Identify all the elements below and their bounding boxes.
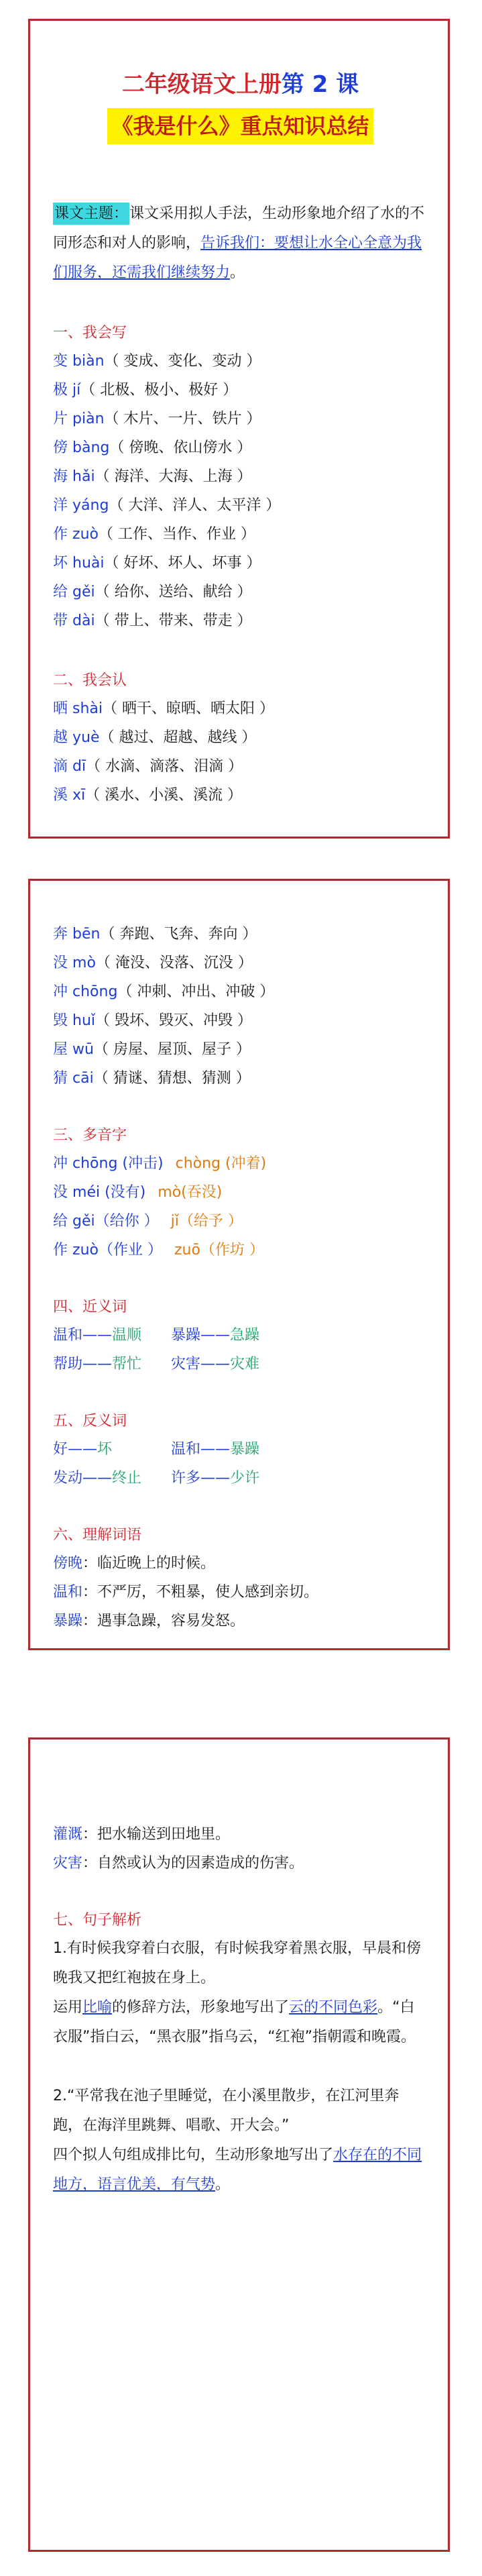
word-group: （ 工作、当作、作业 ） bbox=[98, 526, 255, 543]
list-item bbox=[53, 1236, 428, 1265]
polyphonic-list bbox=[53, 1149, 428, 1265]
dash: —— bbox=[82, 1356, 113, 1373]
reading-2: jǐ（给予 ） bbox=[170, 1213, 243, 1230]
word: 温和 bbox=[171, 1441, 201, 1458]
dash: —— bbox=[200, 1327, 231, 1344]
page-title: 二年级语文上册第 2 课 bbox=[121, 71, 359, 98]
pinyin: shài bbox=[72, 700, 103, 717]
list-item bbox=[53, 723, 428, 752]
character: 溪 bbox=[53, 787, 68, 804]
pinyin: dài bbox=[72, 612, 95, 629]
character: 滴 bbox=[53, 758, 68, 775]
pair-left bbox=[53, 1321, 171, 1350]
character: 晒 bbox=[53, 700, 68, 717]
list-item bbox=[53, 1464, 428, 1493]
character: 奔 bbox=[53, 926, 68, 943]
word-group: （ 傍晚、依山傍水 ） bbox=[109, 439, 252, 456]
character: 给 bbox=[53, 1213, 68, 1230]
card-1 bbox=[28, 19, 450, 839]
list-item bbox=[53, 977, 428, 1006]
pinyin: zuò bbox=[72, 526, 99, 543]
definition-list bbox=[53, 1820, 428, 1878]
section-polyphonic bbox=[53, 1122, 428, 1265]
list-item bbox=[53, 1820, 428, 1849]
word-group: （ 变成、变化、变动 ） bbox=[104, 353, 261, 370]
word: 发动 bbox=[53, 1470, 83, 1487]
word-group: （ 溪水、小溪、溪流 ） bbox=[85, 787, 243, 804]
pair-left bbox=[53, 1464, 171, 1493]
reading-1: chōng (冲击) bbox=[72, 1155, 164, 1172]
section-sentences bbox=[53, 1907, 428, 2200]
word: 许多 bbox=[171, 1470, 201, 1487]
list-item bbox=[53, 1350, 428, 1379]
intro-paragraph: 课文主题：课文采用拟人手法，生动形象地介绍了水的不同形态和对人的影响，告诉我们：要想让水全心全意为我们服务，还需我们继续努力。 bbox=[53, 199, 428, 288]
word-list bbox=[53, 694, 428, 810]
list-item bbox=[53, 578, 428, 606]
definition: ：临近晚上的时候。 bbox=[82, 1555, 216, 1572]
synonym-list bbox=[53, 1321, 428, 1379]
word: 帮忙 bbox=[112, 1356, 142, 1373]
reading-1: méi (没有) bbox=[72, 1184, 146, 1201]
character: 变 bbox=[53, 353, 68, 370]
pair-left bbox=[53, 1435, 171, 1464]
pinyin: dī bbox=[72, 758, 86, 775]
word: 暴躁 bbox=[171, 1327, 201, 1344]
definition: ：把水输送到田地里。 bbox=[82, 1826, 231, 1843]
list-item bbox=[53, 1064, 428, 1093]
pinyin: piàn bbox=[72, 411, 105, 427]
list-item bbox=[53, 1549, 428, 1578]
section-antonyms bbox=[53, 1408, 428, 1493]
word: 急躁 bbox=[230, 1327, 260, 1344]
pinyin: biàn bbox=[72, 353, 105, 370]
character: 冲 bbox=[53, 1155, 68, 1172]
character: 没 bbox=[53, 955, 68, 971]
character: 冲 bbox=[53, 983, 68, 1000]
word: 暴躁 bbox=[230, 1441, 260, 1458]
word-group: （ 北极、极小、极好 ） bbox=[80, 382, 238, 398]
card-2 bbox=[28, 879, 450, 1650]
section-heading: 一、我会写 bbox=[53, 325, 127, 341]
word-list bbox=[53, 347, 428, 635]
list-item bbox=[53, 694, 428, 723]
character: 海 bbox=[53, 468, 68, 485]
term: 傍晚 bbox=[53, 1555, 83, 1572]
sentence-2: 2.“平常我在池子里睡觉，在小溪里散步，在江河里奔跑，在海洋里跳舞、唱歌、开大会。” bbox=[53, 2088, 400, 2134]
term: 温和 bbox=[53, 1584, 83, 1601]
list-item bbox=[53, 1578, 428, 1607]
word: 灾害 bbox=[171, 1356, 201, 1373]
word-group: （ 海洋、大海、上海 ） bbox=[95, 468, 252, 485]
word-group: （ 房屋、屋顶、屋子 ） bbox=[93, 1041, 251, 1058]
list-item bbox=[53, 1207, 428, 1236]
term: 灌溉 bbox=[53, 1826, 83, 1843]
list-item bbox=[53, 1149, 428, 1178]
section-heading: 七、句子解析 bbox=[53, 1912, 142, 1929]
word-group: （ 给你、送给、献给 ） bbox=[95, 584, 252, 600]
word: 少许 bbox=[230, 1470, 260, 1487]
section-recognize bbox=[53, 667, 428, 810]
page-subtitle: 《我是什么》重点知识总结 bbox=[53, 108, 428, 144]
word-group: （ 冲刺、冲出、冲破 ） bbox=[117, 983, 275, 1000]
character: 作 bbox=[53, 1242, 68, 1258]
word-group: （ 晒干、晾晒、晒太阳 ） bbox=[103, 700, 275, 717]
list-item bbox=[53, 405, 428, 433]
character: 洋 bbox=[53, 497, 68, 514]
word-group: （ 淹没、没落、沉没 ） bbox=[95, 955, 253, 971]
term: 暴躁 bbox=[53, 1613, 83, 1629]
dash: —— bbox=[82, 1327, 113, 1344]
list-item bbox=[53, 347, 428, 376]
character: 极 bbox=[53, 382, 68, 398]
intro-highlight: 告诉我们：要想让水全心全意为我们服务，还需我们继续努力 bbox=[53, 235, 422, 281]
pair-left bbox=[53, 1350, 171, 1379]
list-item bbox=[53, 1178, 428, 1207]
list-item bbox=[53, 1321, 428, 1350]
dash: —— bbox=[68, 1441, 98, 1458]
reading-2: mò(吞没) bbox=[158, 1184, 223, 1201]
dash: —— bbox=[200, 1356, 231, 1373]
character: 给 bbox=[53, 584, 68, 600]
definition: ：遇事急躁，容易发怒。 bbox=[82, 1613, 245, 1629]
reading-1: gěi（给你 ） bbox=[72, 1213, 159, 1230]
list-item bbox=[53, 376, 428, 405]
reading-2: chòng (冲着) bbox=[175, 1155, 267, 1172]
definition-list bbox=[53, 1549, 428, 1635]
pinyin: bàng bbox=[72, 439, 110, 456]
pinyin: bēn bbox=[72, 926, 101, 943]
character: 没 bbox=[53, 1184, 68, 1201]
character: 坏 bbox=[53, 555, 68, 572]
list-item bbox=[53, 1035, 428, 1064]
word: 温和 bbox=[53, 1327, 83, 1344]
list-item bbox=[53, 949, 428, 977]
word-group: （ 大洋、洋人、太平洋 ） bbox=[109, 497, 281, 514]
list-item bbox=[53, 462, 428, 491]
pinyin: wū bbox=[72, 1041, 94, 1058]
antonym-list bbox=[53, 1435, 428, 1493]
list-item bbox=[53, 1435, 428, 1464]
intro-tag: 课文主题： bbox=[53, 203, 129, 225]
list-item bbox=[53, 433, 428, 462]
pinyin: yáng bbox=[72, 497, 109, 514]
pinyin: huǐ bbox=[72, 1012, 96, 1029]
pinyin: xī bbox=[72, 787, 86, 804]
sentence-1: 1.有时候我穿着白衣服，有时候我穿着黑衣服，早晨和傍晚我又把红袍披在身上。 bbox=[53, 1940, 421, 1986]
word: 好 bbox=[53, 1441, 68, 1458]
list-item bbox=[53, 920, 428, 949]
list-item bbox=[53, 1006, 428, 1035]
word-group: （ 好坏、坏人、坏事 ） bbox=[104, 555, 261, 572]
word-group: （ 毁坏、毁灭、冲毁 ） bbox=[95, 1012, 253, 1029]
character: 片 bbox=[53, 411, 68, 427]
pinyin: huài bbox=[72, 555, 105, 572]
section-synonyms bbox=[53, 1294, 428, 1379]
sentence-1-analysis: 运用比喻的修辞方法，形象地写出了云的不同色彩。“白衣服”指白云，“黑衣服”指乌云，“红袍”指朝霞和晚霞。 bbox=[53, 1999, 416, 2045]
dash: —— bbox=[200, 1470, 231, 1487]
character: 屋 bbox=[53, 1041, 68, 1058]
card-3 bbox=[28, 1737, 450, 2552]
pinyin: yuè bbox=[72, 729, 100, 746]
pinyin: gěi bbox=[72, 584, 95, 600]
list-item bbox=[53, 1607, 428, 1635]
word: 终止 bbox=[112, 1470, 142, 1487]
word-group: （ 奔跑、飞奔、奔向 ） bbox=[100, 926, 257, 943]
section-vocab bbox=[53, 1522, 428, 1635]
word-list bbox=[53, 920, 428, 1093]
character: 毁 bbox=[53, 1012, 68, 1029]
pinyin: hǎi bbox=[72, 468, 95, 485]
word-group: （ 木片、一片、铁片 ） bbox=[104, 411, 261, 427]
list-item bbox=[53, 781, 428, 810]
dash: —— bbox=[200, 1441, 231, 1458]
list-item bbox=[53, 606, 428, 635]
term: 灾害 bbox=[53, 1855, 83, 1872]
section-heading: 三、多音字 bbox=[53, 1127, 127, 1144]
character: 作 bbox=[53, 526, 68, 543]
sentence-2-analysis: 四个拟人句组成排比句，生动形象地写出了水存在的不同地方，语言优美，有气势。 bbox=[53, 2147, 422, 2193]
word: 帮助 bbox=[53, 1356, 83, 1373]
word-group: （ 水滴、滴落、泪滴 ） bbox=[86, 758, 243, 775]
character: 猜 bbox=[53, 1070, 68, 1087]
pinyin: jí bbox=[72, 382, 81, 398]
list-item bbox=[53, 1849, 428, 1878]
character: 带 bbox=[53, 612, 68, 629]
list-item bbox=[53, 491, 428, 520]
section-heading: 二、我会认 bbox=[53, 672, 127, 689]
section-heading: 五、反义词 bbox=[53, 1413, 127, 1430]
section-heading: 四、近义词 bbox=[53, 1299, 127, 1316]
list-item bbox=[53, 549, 428, 578]
list-item bbox=[53, 752, 428, 781]
section-heading: 六、理解词语 bbox=[53, 1527, 142, 1544]
reading-1: zuò（作业 ） bbox=[72, 1242, 162, 1258]
word: 灾难 bbox=[230, 1356, 260, 1373]
definition: ：自然或认为的因素造成的伤害。 bbox=[82, 1855, 304, 1872]
character: 越 bbox=[53, 729, 68, 746]
word-group: （ 猜谜、猜想、猜测 ） bbox=[93, 1070, 251, 1087]
word: 温顺 bbox=[112, 1327, 142, 1344]
word-group: （ 越过、超越、越线 ） bbox=[99, 729, 257, 746]
section-write bbox=[53, 320, 428, 635]
dash: —— bbox=[82, 1470, 113, 1487]
reading-2: zuō（作坊 ） bbox=[174, 1242, 264, 1258]
word-group: （ 带上、带来、带走 ） bbox=[95, 612, 252, 629]
pinyin: chōng bbox=[72, 983, 118, 1000]
word: 坏 bbox=[97, 1441, 113, 1458]
definition: ：不严厉，不粗暴，使人感到亲切。 bbox=[82, 1584, 319, 1601]
list-item bbox=[53, 520, 428, 549]
character: 傍 bbox=[53, 439, 68, 456]
pinyin: mò bbox=[72, 955, 96, 971]
pinyin: cāi bbox=[72, 1070, 94, 1087]
